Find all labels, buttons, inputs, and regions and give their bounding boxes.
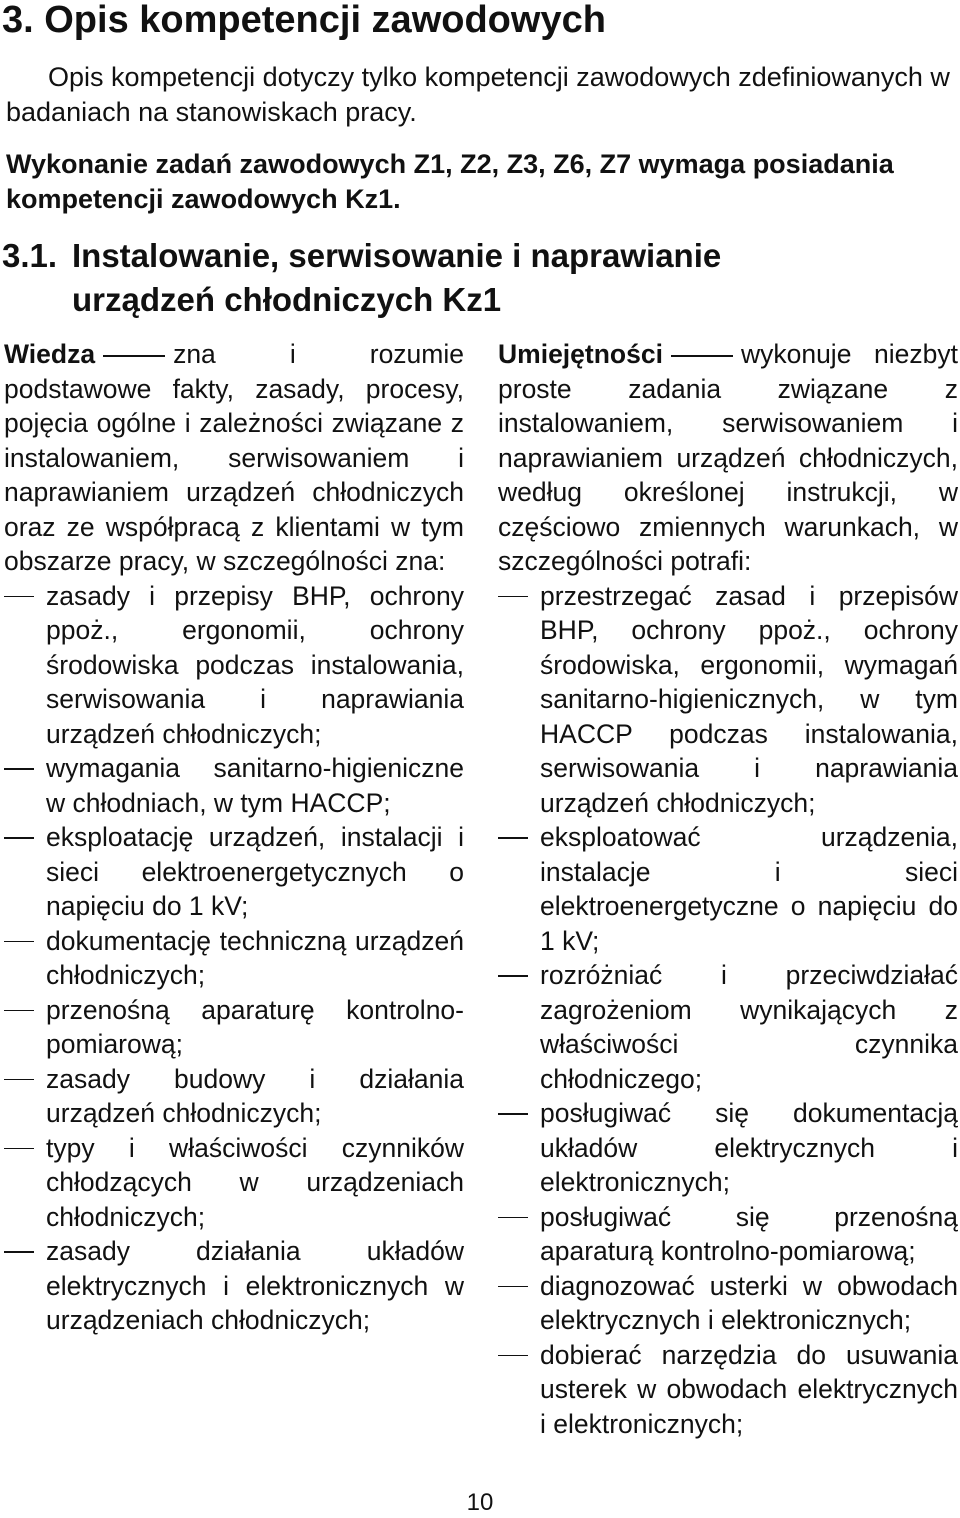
knowledge-intro	[4, 337, 464, 579]
dash-bullet-icon	[498, 1113, 528, 1115]
dash-bullet-icon	[4, 1251, 34, 1253]
list-item: rozróżniać i przeciwdziałać zagrożeniom wynikających z właściwości czynnika chłodniczego;	[498, 958, 958, 1096]
list-item: typy i właściwości czynników chłodzących w urządzeniach chłodniczych;	[4, 1131, 464, 1235]
list-item: posługiwać się dokumentacją układów elektrycznych i elektronicznych;	[498, 1096, 958, 1200]
skills-intro	[498, 337, 958, 579]
list-item: posługiwać się przenośną aparaturą kontrolno-pomiarową;	[498, 1200, 958, 1269]
knowledge-intro-text: zna i rozumie podstawowe fakty, zasady, procesy, pojęcia ogólne i zależności związane z instalowaniem, serwisowaniem i naprawianiem urządzeń chłodniczych oraz ze współpracą z klientami w tym obszarze pracy, w szczególności zna:	[4, 339, 464, 576]
dash-bullet-icon	[498, 1286, 528, 1288]
dash-bullet-icon	[498, 1355, 528, 1357]
knowledge-term: Wiedza	[4, 339, 96, 369]
em-dash	[671, 355, 733, 357]
section-number: 3.1.	[2, 237, 58, 274]
dash-bullet-icon	[4, 941, 34, 943]
skills-column	[498, 337, 958, 1441]
dash-bullet-icon	[4, 1079, 34, 1081]
list-item: zasady działania układów elektrycznych i elektronicznych w urządzeniach chłodniczych;	[4, 1234, 464, 1338]
list-item: zasady i przepisy BHP, ochrony ppoż., ergonomii, ochrony środowiska podczas instalowania, serwisowania i naprawiania urządzeń chłodniczych;	[4, 579, 464, 752]
skills-intro-text: wykonuje niezbyt proste zadania związane z instalowaniem, serwisowaniem i naprawianiem urządzeń chłodniczych, według określonej instrukcji, w częściowo zmiennych warunkach, w szczególności potrafi:	[498, 339, 958, 576]
list-item: wymagania sanitarno-higieniczne w chłodniach, w tym HACCP;	[4, 751, 464, 820]
intro-text: Opis kompetencji dotyczy tylko kompetencji zawodowych zdefiniowanych w badaniach na stanowiskach pracy.	[6, 62, 950, 127]
list-item: eksploatować urządzenia, instalacje i sieci elektroenergetyczne o napięciu do 1 kV;	[498, 820, 958, 958]
list-item: dobierać narzędzia do usuwania usterek w obwodach elektrycznych i elektronicznych;	[498, 1338, 958, 1442]
knowledge-column	[4, 337, 464, 1338]
chapter-heading: 3. Opis kompetencji zawodowych	[2, 0, 606, 41]
dash-bullet-icon	[4, 596, 34, 598]
dash-bullet-icon	[4, 837, 34, 839]
dash-bullet-icon	[4, 768, 34, 770]
dash-bullet-icon	[498, 837, 528, 839]
list-item: diagnozować usterki w obwodach elektrycznych i elektronicznych;	[498, 1269, 958, 1338]
skills-list	[498, 579, 958, 1442]
dash-bullet-icon	[498, 975, 528, 977]
section-heading	[2, 234, 942, 322]
page-number: 10	[466, 1489, 494, 1516]
intro-paragraph	[6, 60, 951, 130]
dash-bullet-icon	[4, 1148, 34, 1150]
dash-bullet-icon	[498, 1217, 528, 1219]
section-title-line2: urządzeń chłodniczych Kz1	[72, 281, 502, 318]
skills-term: Umiejętności	[498, 339, 663, 369]
dash-bullet-icon	[4, 1010, 34, 1012]
em-dash	[103, 355, 165, 357]
list-item: zasady budowy i działania urządzeń chłodniczych;	[4, 1062, 464, 1131]
tasks-statement: Wykonanie zadań zawodowych Z1, Z2, Z3, Z6, Z7 wymaga posiadania kompetencji zawodowych Kz1.	[6, 149, 894, 214]
knowledge-list	[4, 579, 464, 1338]
list-item: przenośną aparaturę kontrolno-pomiarową;	[4, 993, 464, 1062]
list-item: przestrzegać zasad i przepisów BHP, ochrony ppoż., ochrony środowiska, ergonomii, wymagań sanitarno-higienicznych, w tym HACCP podczas instalowania, serwisowania i naprawiania urządzeń chłodniczych;	[498, 579, 958, 821]
list-item: eksploatację urządzeń, instalacji i sieci elektroenergetycznych o napięciu do 1 kV;	[4, 820, 464, 924]
list-item: dokumentację techniczną urządzeń chłodniczych;	[4, 924, 464, 993]
section-title-line1: Instalowanie, serwisowanie i naprawianie	[72, 237, 722, 274]
dash-bullet-icon	[498, 596, 528, 598]
